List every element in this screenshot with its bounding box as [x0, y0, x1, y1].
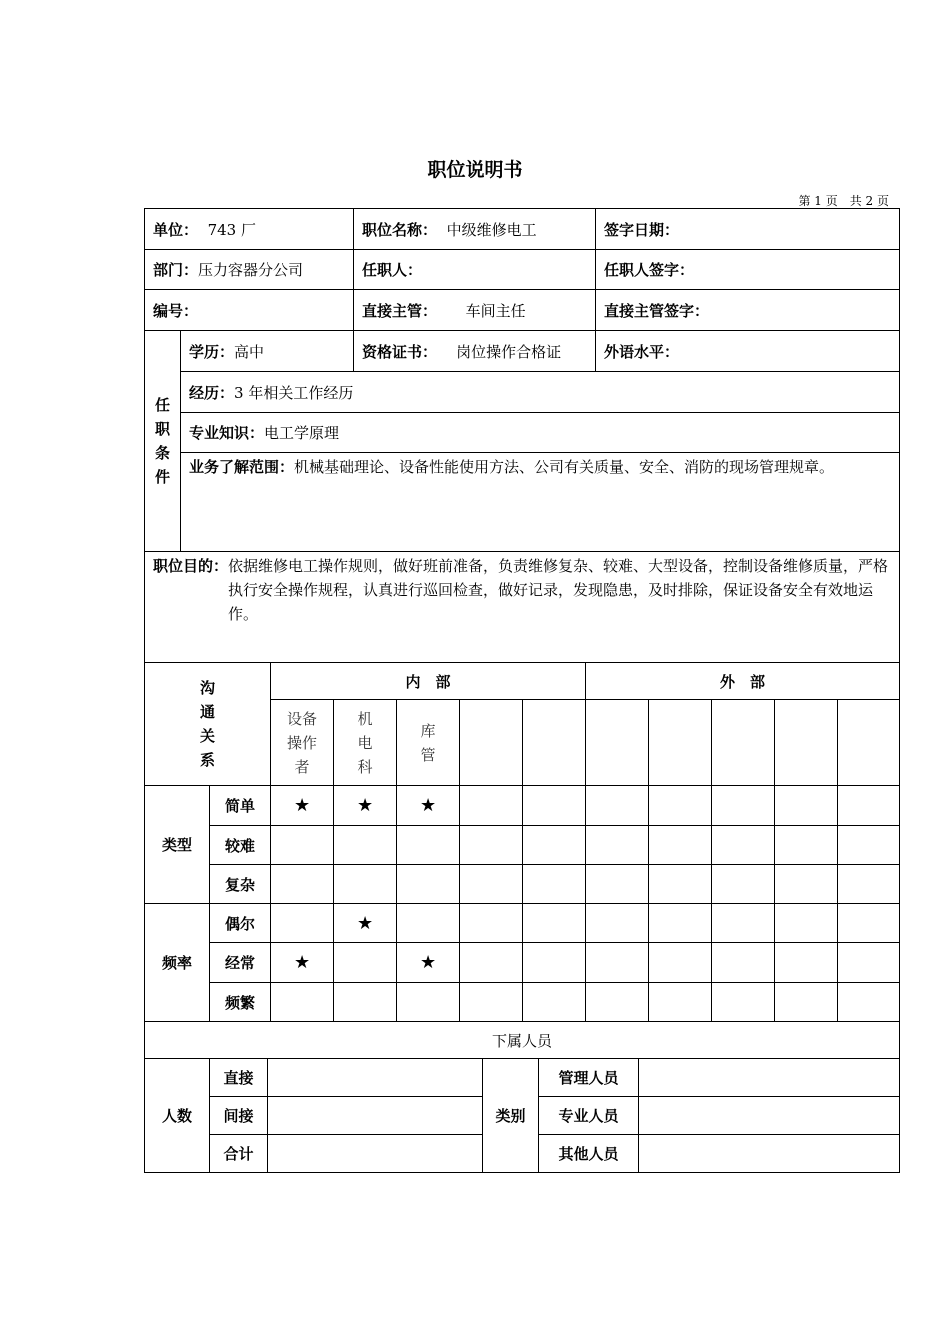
experience-value: 3 年相关工作经历 [234, 383, 354, 402]
internal-header: 内 部 [271, 663, 586, 700]
knowledge-value: 电工学原理 [264, 424, 340, 442]
mark-cell [397, 826, 460, 865]
language-cell: 外语水平： [596, 331, 900, 372]
column-equipment-operator: 设备 操作 者 [271, 700, 334, 786]
count-value [268, 1097, 483, 1135]
type-row-label: 较难 [210, 826, 271, 865]
frequency-label: 频率 [145, 904, 210, 1022]
type-row-label: 简单 [210, 786, 271, 826]
cert-value: 岗位操作合格证 [456, 342, 562, 361]
column-electromechanical: 机 电 科 [334, 700, 397, 786]
category-row-label: 专业人员 [539, 1097, 639, 1135]
headcount-label: 人数 [145, 1059, 210, 1173]
count-row-label: 直接 [210, 1059, 268, 1097]
mark-cell: ★ [271, 943, 334, 983]
mark-cell [397, 865, 460, 904]
unit-value: 743 厂 [207, 220, 256, 239]
mark-cell: ★ [334, 904, 397, 943]
scope-value: 机械基础理论、设备性能使用方法、公司有关质量、安全、消防的现场管理规章。 [294, 458, 835, 476]
mark-cell [334, 826, 397, 865]
mark-cell [271, 826, 334, 865]
freq-row-label: 经常 [210, 943, 271, 983]
mark-cell [397, 904, 460, 943]
basic-info-table [144, 208, 900, 663]
holder-cell: 任职人： [354, 250, 596, 290]
knowledge-cell: 专业知识：电工学原理 [181, 413, 900, 453]
mark-cell [271, 904, 334, 943]
count-row-label: 合计 [210, 1135, 268, 1173]
education-cell: 学历：高中 [181, 331, 354, 372]
subordinates-header: 下属人员 [145, 1022, 900, 1059]
external-header: 外 部 [586, 663, 900, 700]
category-value [639, 1059, 900, 1097]
code-cell: 编号： [145, 290, 354, 331]
communication-section-label: 沟 通 关 系 [145, 663, 271, 786]
education-value: 高中 [234, 342, 265, 361]
purpose-cell: 职位目的： 依据维修电工操作规则，做好班前准备，负责维修复杂、较难、大型设备，控制设备维修质量，严格执行安全操作规程，认真进行巡回检查，做好记录，发现隐患，及时排除，保证设备安全有效地运作。 [145, 552, 900, 663]
freq-row-label: 频繁 [210, 983, 271, 1022]
dept-value: 压力容器分公司 [198, 261, 304, 279]
communication-table [144, 662, 900, 1022]
category-value [639, 1097, 900, 1135]
count-value [268, 1135, 483, 1173]
page-current: 第 1 页 [798, 194, 838, 208]
sign-date-cell: 签字日期： [596, 209, 900, 250]
count-value [268, 1059, 483, 1097]
mark-cell: ★ [397, 943, 460, 983]
freq-row-label: 偶尔 [210, 904, 271, 943]
category-value [639, 1135, 900, 1173]
qualifications-section-label: 任 职 条 件 [145, 331, 181, 552]
mark-cell: ★ [271, 786, 334, 826]
position-cell: 职位名称： 中级维修电工 [354, 209, 596, 250]
mark-cell [271, 865, 334, 904]
mark-cell: ★ [397, 786, 460, 826]
subordinates-table [144, 1021, 900, 1173]
category-label: 类别 [483, 1059, 539, 1173]
dept-cell: 部门：压力容器分公司 [145, 250, 354, 290]
category-row-label: 管理人员 [539, 1059, 639, 1097]
category-row-label: 其他人员 [539, 1135, 639, 1173]
scope-cell: 业务了解范围： 机械基础理论、设备性能使用方法、公司有关质量、安全、消防的现场管理规章。 [181, 453, 900, 552]
unit-cell: 单位： 743 厂 [145, 209, 354, 250]
mark-cell: ★ [334, 786, 397, 826]
page-info [786, 192, 889, 209]
cert-cell: 资格证书： 岗位操作合格证 [354, 331, 596, 372]
type-row-label: 复杂 [210, 865, 271, 904]
mark-cell [334, 943, 397, 983]
purpose-value: 依据维修电工操作规则，做好班前准备，负责维修复杂、较难、大型设备，控制设备维修质量，严格执行安全操作规程，认真进行巡回检查，做好记录，发现隐患，及时排除，保证设备安全有效地运作。 [228, 557, 889, 623]
experience-cell: 经历：3 年相关工作经历 [181, 372, 900, 413]
type-label: 类型 [145, 786, 210, 904]
count-row-label: 间接 [210, 1097, 268, 1135]
page-total: 共 2 页 [849, 194, 889, 208]
mark-cell [271, 983, 334, 1022]
page-title: 职位说明书 [427, 159, 523, 181]
column-warehouse: 库 管 [397, 700, 460, 786]
mark-cell [397, 983, 460, 1022]
supervisor-sign-cell: 直接主管签字： [596, 290, 900, 331]
mark-cell [334, 865, 397, 904]
supervisor-value: 车间主任 [465, 301, 526, 320]
mark-cell [334, 983, 397, 1022]
position-value: 中级维修电工 [446, 220, 537, 239]
supervisor-cell: 直接主管： 车间主任 [354, 290, 596, 331]
holder-sign-cell: 任职人签字： [596, 250, 900, 290]
